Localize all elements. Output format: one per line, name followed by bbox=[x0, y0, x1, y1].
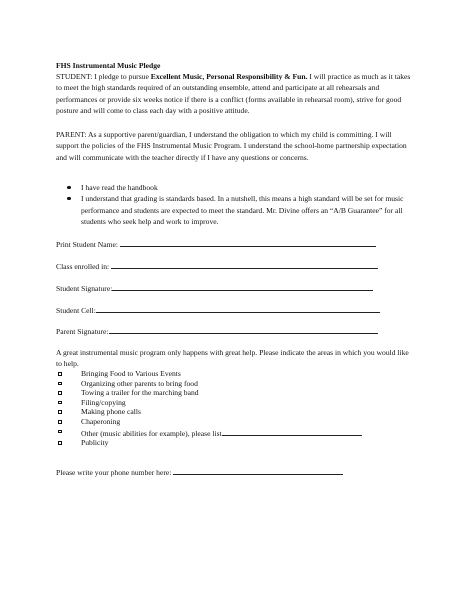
print-student-name-line[interactable] bbox=[120, 238, 376, 247]
student-cell-field bbox=[56, 304, 380, 316]
acknowledgement-item bbox=[56, 182, 416, 193]
help-option-label: Filing/copying bbox=[81, 397, 126, 407]
acknowledgement-text: I understand that grading is standards based. In a nutshell, this means a high standard will be set for music performance and students are expected to meet the standard. Mr. Divine offers an “A/B Guarantee” for all students who seek help and work to improve. bbox=[81, 194, 404, 226]
bullet-icon bbox=[67, 197, 71, 201]
acknowledgement-list bbox=[56, 182, 416, 227]
help-option-food[interactable] bbox=[56, 369, 362, 379]
checkbox-icon[interactable] bbox=[58, 430, 62, 434]
checkbox-icon[interactable] bbox=[58, 410, 62, 414]
help-option-other-line[interactable] bbox=[222, 427, 362, 436]
student-cell-label: Student Cell: bbox=[56, 306, 96, 315]
help-option-filing[interactable] bbox=[56, 398, 362, 408]
help-option-label: Towing a trailer for the marching band bbox=[81, 388, 199, 398]
help-option-other[interactable] bbox=[56, 427, 362, 439]
phone-number-line[interactable] bbox=[173, 466, 343, 475]
acknowledgement-text: I have read the handbook bbox=[81, 183, 158, 192]
class-enrolled-line[interactable] bbox=[111, 260, 378, 269]
print-student-name-label: Print Student Name: bbox=[56, 240, 120, 249]
acknowledgement-item bbox=[56, 193, 416, 227]
parent-signature-field bbox=[56, 325, 378, 337]
student-signature-line[interactable] bbox=[112, 282, 373, 291]
checkbox-icon[interactable] bbox=[58, 382, 62, 386]
checkbox-icon[interactable] bbox=[58, 420, 62, 424]
help-option-organizing[interactable] bbox=[56, 379, 362, 389]
help-option-label: Making phone calls bbox=[81, 407, 141, 417]
student-pledge-rest: I will practice as much as it takes to meet the high standards required of an outstanding ensemble, attend and participate at all rehearsals and performances or provide six weeks notice if there is a conflict (forms available in rehearsal room), strive for good posture and will come to class each day with a positive attitude. bbox=[56, 72, 411, 115]
help-option-publicity[interactable] bbox=[56, 438, 362, 448]
print-student-name-field bbox=[56, 238, 376, 250]
help-option-label: Bringing Food to Various Events bbox=[81, 369, 181, 378]
bullet-icon bbox=[67, 186, 71, 190]
help-option-label: Other (music abilities for example), please list bbox=[81, 428, 222, 438]
checkbox-icon[interactable] bbox=[58, 401, 62, 405]
student-cell-line[interactable] bbox=[96, 304, 380, 313]
help-intro-paragraph: A great instrumental music program only happens with great help. Please indicate the areas in which you would like to help. bbox=[56, 348, 409, 369]
checkbox-icon[interactable] bbox=[58, 372, 62, 376]
phone-number-field bbox=[56, 466, 343, 478]
help-option-towing[interactable] bbox=[56, 388, 362, 398]
student-signature-label: Student Signature: bbox=[56, 284, 113, 293]
help-option-label: Organizing other parents to bring food bbox=[81, 378, 198, 388]
phone-number-label: Please write your phone number here: bbox=[56, 468, 174, 477]
help-option-label: Publicity bbox=[81, 438, 109, 448]
parent-signature-line[interactable] bbox=[109, 325, 378, 334]
help-option-label: Chaperoning bbox=[81, 416, 121, 426]
student-pledge-emphasis: Excellent Music, Personal Responsibility & Fun. bbox=[150, 72, 308, 81]
parent-pledge-paragraph: PARENT: As a supportive parent/guardian, I understand the obligation to which my child is committing. I will support the policies of the FHS Instrumental Music Program. I understand the school-home partnership expectation and will communicate with the teacher directly if I have any questions or concerns. bbox=[56, 130, 407, 162]
help-options-list bbox=[56, 369, 362, 448]
parent-signature-label: Parent Signature: bbox=[56, 327, 109, 336]
help-option-chaperoning[interactable] bbox=[56, 417, 362, 427]
student-signature-field bbox=[56, 282, 373, 294]
student-pledge-paragraph bbox=[56, 71, 416, 116]
student-pledge-lead: STUDENT: I pledge to pursue bbox=[56, 72, 151, 81]
document-title: FHS Instrumental Music Pledge bbox=[56, 61, 161, 70]
checkbox-icon[interactable] bbox=[58, 391, 62, 395]
class-enrolled-field bbox=[56, 260, 378, 272]
help-option-phone-calls[interactable] bbox=[56, 407, 362, 417]
class-enrolled-label: Class enrolled in: bbox=[56, 262, 112, 271]
checkbox-icon[interactable] bbox=[58, 441, 62, 445]
